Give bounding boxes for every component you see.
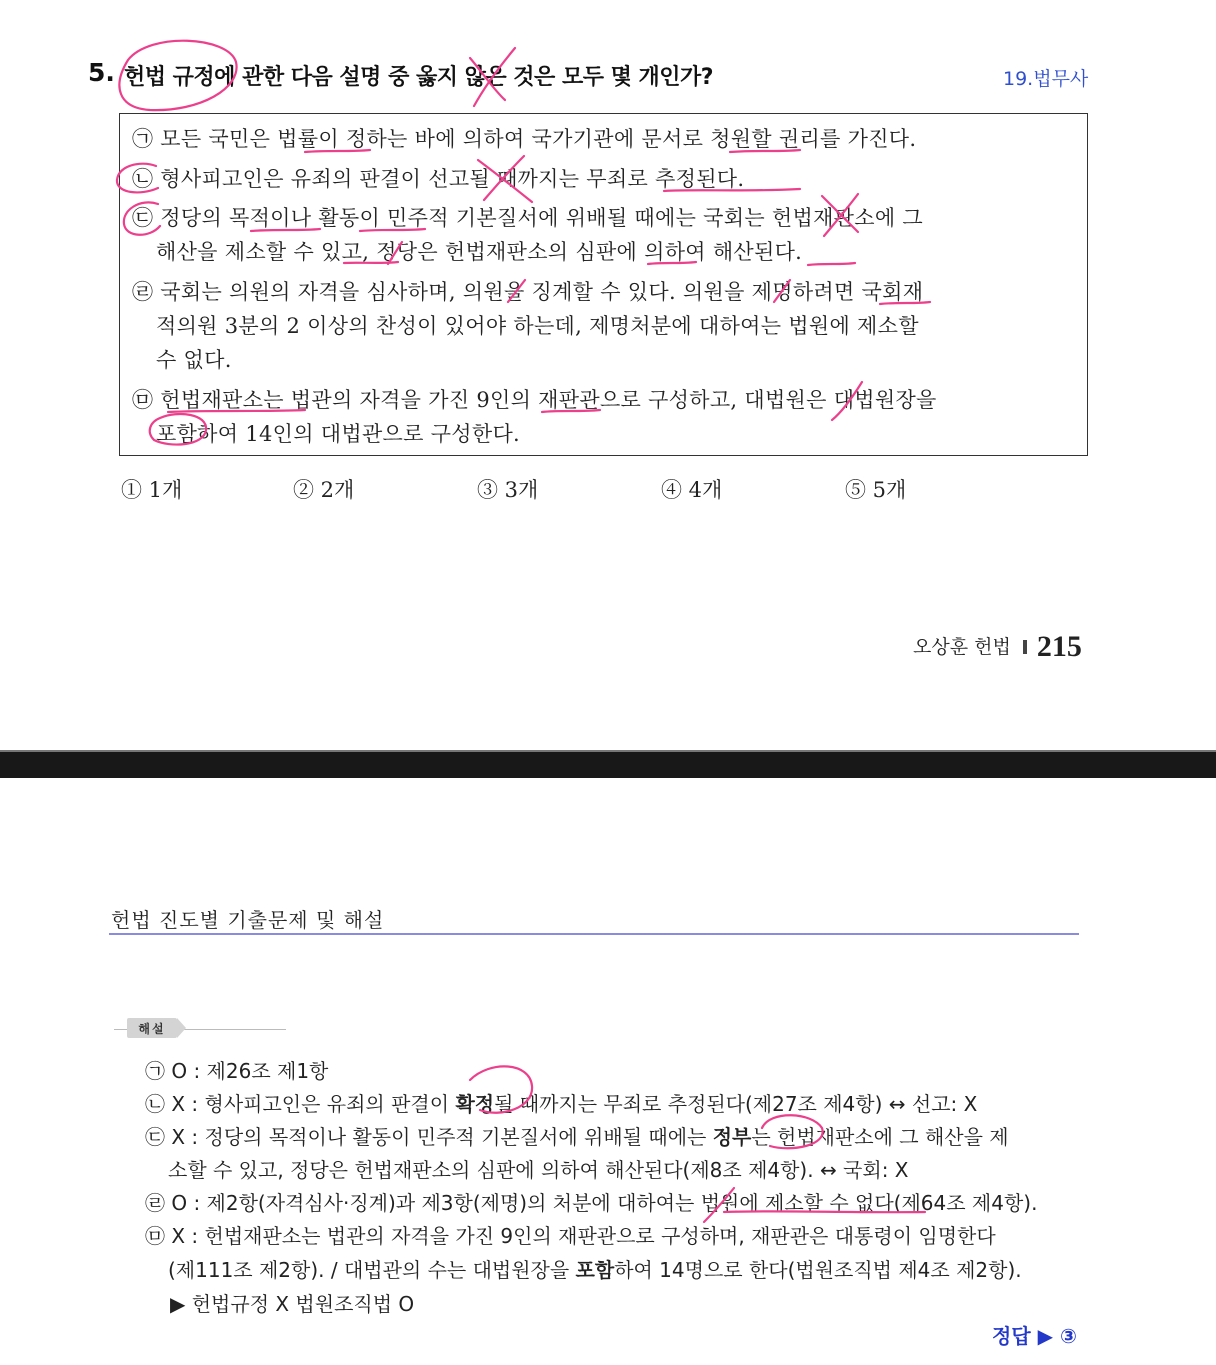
explanation-text: 될 때까지는 무죄로 추정된다(제27조 제4항) ↔ 선고: X xyxy=(494,1092,978,1116)
explanation-tab xyxy=(127,1018,177,1038)
header-rule xyxy=(109,933,1079,935)
choice-5[interactable]: ⑤ 5개 xyxy=(845,478,907,502)
page-divider xyxy=(0,752,1216,778)
tab-arrow-icon xyxy=(177,1018,186,1038)
explanation-keyword: 확정 xyxy=(455,1092,495,1116)
statement-2: ㉡ 형사피고인은 유죄의 판결이 선고될 때까지는 무죄로 추정된다. xyxy=(132,167,745,191)
choice-4[interactable]: ④ 4개 xyxy=(661,478,723,502)
explanation-text: ㉤ X : 헌법재판소는 법관의 자격을 가진 9인의 재판관으로 구성하며, 재판관은 대통령이 임명한다 xyxy=(145,1224,996,1248)
explanation-tab-label: 해설 xyxy=(138,1022,166,1036)
explanation-text: ▶ 헌법규정 X 법원조직법 O xyxy=(170,1292,415,1316)
statement-5: ㉤ 헌법재판소는 법관의 자격을 가진 9인의 재판관으로 구성하고, 대법원은 대법원장을 xyxy=(132,388,937,412)
explanation-line-7 xyxy=(168,1254,1022,1283)
explanation-keyword: 정부 xyxy=(712,1125,752,1149)
statement-3-cont: 해산을 제소할 수 있고, 정당은 헌법재판소의 심판에 의하여 해산된다. xyxy=(156,240,803,264)
explanation-text: 는 헌법재판소에 그 해산을 제 xyxy=(751,1125,1009,1149)
statement-4-cont2: 수 없다. xyxy=(156,348,232,372)
statement-4-cont: 적의원 3분의 2 이상의 찬성이 있어야 하는데, 제명처분에 대하여는 법원에 제소할 xyxy=(156,314,919,338)
page-footer xyxy=(913,630,1082,664)
question-source: 19.법무사 xyxy=(1003,68,1089,90)
choice-3[interactable]: ③ 3개 xyxy=(477,478,539,502)
explanation-line-5 xyxy=(145,1187,1037,1216)
choice-1[interactable]: ① 1개 xyxy=(121,478,183,502)
explanation-text: 소할 수 있고, 정당은 헌법재판소의 심판에 의하여 해산된다(제8조 제4항). ↔ 국회: X xyxy=(168,1158,909,1182)
explanation-line-8 xyxy=(170,1288,414,1317)
explanation-text: ㉢ X : 정당의 목적이나 활동이 민주적 기본질서에 위배될 때에는 xyxy=(145,1125,713,1149)
footer-separator xyxy=(1023,640,1027,654)
book-title: 오상훈 헌법 xyxy=(913,636,1011,658)
explanation-header: 헌법 진도별 기출문제 및 해설 xyxy=(111,908,385,932)
explanation-line-1 xyxy=(145,1055,328,1084)
choice-2[interactable]: ② 2개 xyxy=(293,478,355,502)
explanation-text: ㉠ O : 제26조 제1항 xyxy=(145,1059,329,1083)
explanation-line-6 xyxy=(145,1220,996,1249)
statement-1: ㉠ 모든 국민은 법률이 정하는 바에 의하여 국가기관에 문서로 청원할 권리를 가진다. xyxy=(132,127,917,151)
explanation-text: 하여 14명으로 한다(법원조직법 제4조 제2항). xyxy=(614,1258,1022,1282)
explanation-keyword: 포함 xyxy=(575,1258,615,1282)
question-number: 5. xyxy=(88,58,115,87)
explanation-line-3 xyxy=(145,1121,1009,1150)
question-text: 헌법 규정에 관한 다음 설명 중 옳지 않은 것은 모두 몇 개인가? xyxy=(124,65,714,90)
statement-5-cont: 포함하여 14인의 대법관으로 구성한다. xyxy=(156,422,521,446)
explanation-text: ㉡ X : 형사피고인은 유죄의 판결이 xyxy=(145,1092,456,1116)
explanation-text: (제111조 제2항). / 대법관의 수는 대법원장을 xyxy=(168,1258,576,1282)
explanation-text: ㉣ O : 제2항(자격심사·징계)과 제3항(제명)의 처분에 대하여는 법원에 제소할 수 없다(제64조 제4항). xyxy=(145,1191,1038,1215)
explanation-line-2 xyxy=(145,1088,977,1117)
statement-3: ㉢ 정당의 목적이나 활동이 민주적 기본질서에 위배될 때에는 국회는 헌법재판소에 그 xyxy=(132,206,923,230)
statement-4: ㉣ 국회는 의원의 자격을 심사하며, 의원을 징계할 수 있다. 의원을 제명하려면 국회재 xyxy=(132,280,924,304)
answer-key: 정답 ▶ ③ xyxy=(992,1324,1077,1348)
explanation-line-4 xyxy=(168,1154,909,1183)
page-number: 215 xyxy=(1036,630,1082,663)
